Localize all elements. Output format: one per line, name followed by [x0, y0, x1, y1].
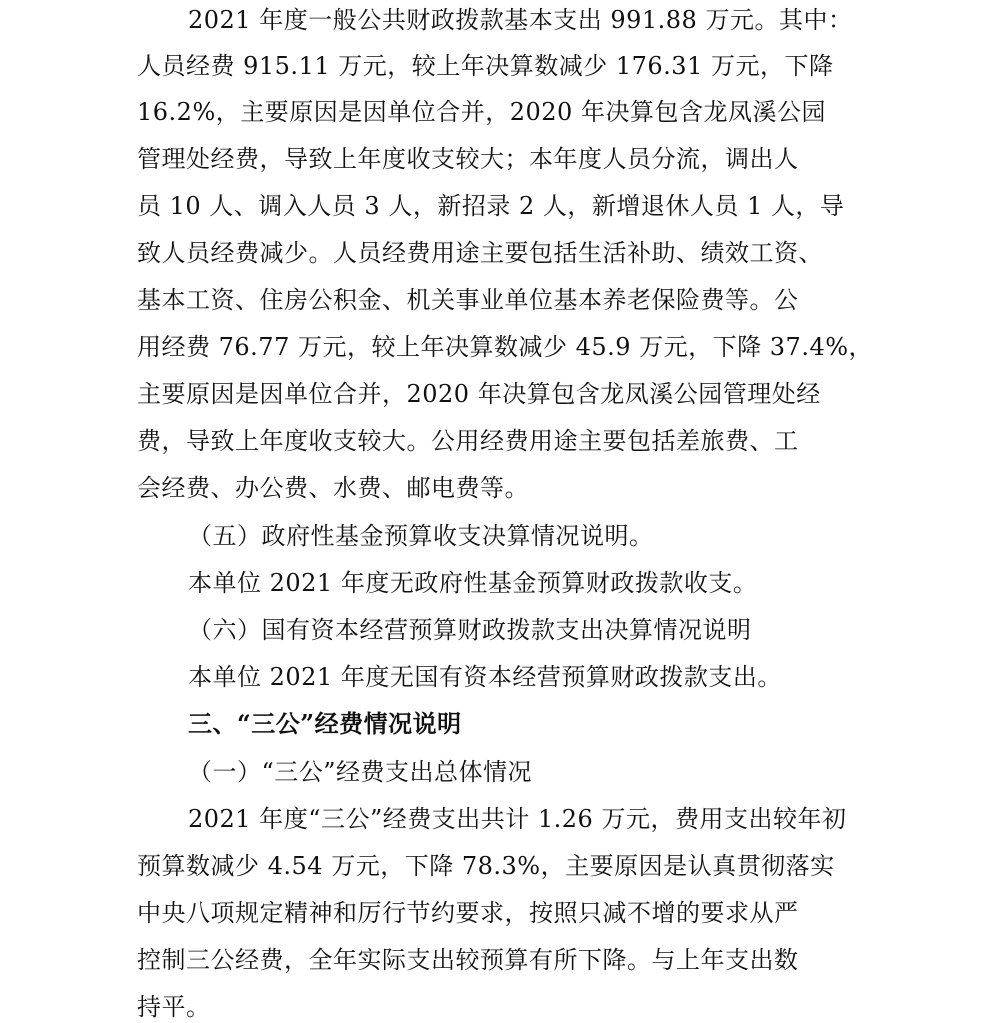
paragraph-line: 2021 年度“三公”经费支出共计 1.26 万元，费用支出较年初: [188, 805, 847, 833]
paragraph-line: 2021 年度一般公共财政拨款基本支出 991.88 万元。其中：: [188, 6, 853, 34]
paragraph-line: 中央八项规定精神和厉行节约要求，按照只减不增的要求从严: [137, 899, 799, 927]
paragraph-line: 人员经费 915.11 万元，较上年决算数减少 176.31 万元，下降: [137, 52, 834, 80]
paragraph-line: 16.2%，主要原因是因单位合并，2020 年决算包含龙凤溪公园: [137, 98, 826, 126]
paragraph-line: 致人员经费减少。人员经费用途主要包括生活补助、绩效工资、: [137, 239, 823, 267]
section-heading: （五）政府性基金预算收支决算情况说明。: [188, 522, 654, 550]
section-heading: （一）“三公”经费支出总体情况: [188, 758, 533, 786]
paragraph-line: 持平。: [137, 993, 211, 1021]
paragraph-line: 主要原因是因单位合并，2020 年决算包含龙凤溪公园管理处经: [137, 380, 821, 408]
paragraph-line: 会经费、办公费、水费、邮电费等。: [137, 474, 529, 502]
paragraph-line: 员 10 人、调入人员 3 人，新招录 2 人，新增退休人员 1 人，导: [137, 192, 845, 220]
paragraph-line: 本单位 2021 年度无国有资本经营预算财政拨款支出。: [188, 663, 782, 691]
paragraph-line: 管理处经费，导致上年度收支较大；本年度人员分流，调出人: [137, 145, 799, 173]
paragraph-line: 预算数减少 4.54 万元，下降 78.3%，主要原因是认真贯彻落实: [137, 852, 835, 880]
paragraph-line: 本单位 2021 年度无政府性基金预算财政拨款收支。: [188, 569, 758, 597]
paragraph-line: 用经费 76.77 万元，较上年决算数减少 45.9 万元，下降 37.4%，: [137, 333, 874, 361]
paragraph-line: 基本工资、住房公积金、机关事业单位基本养老保险费等。公: [137, 286, 799, 314]
paragraph-line: 控制三公经费，全年实际支出较预算有所下降。与上年支出数: [137, 946, 799, 974]
paragraph-line: 费，导致上年度收支较大。公用经费用途主要包括差旅费、工: [137, 427, 799, 455]
chapter-heading: 三、“三公”经费情况说明: [188, 709, 462, 738]
section-heading: （六）国有资本经营预算财政拨款支出决算情况说明: [188, 616, 752, 644]
